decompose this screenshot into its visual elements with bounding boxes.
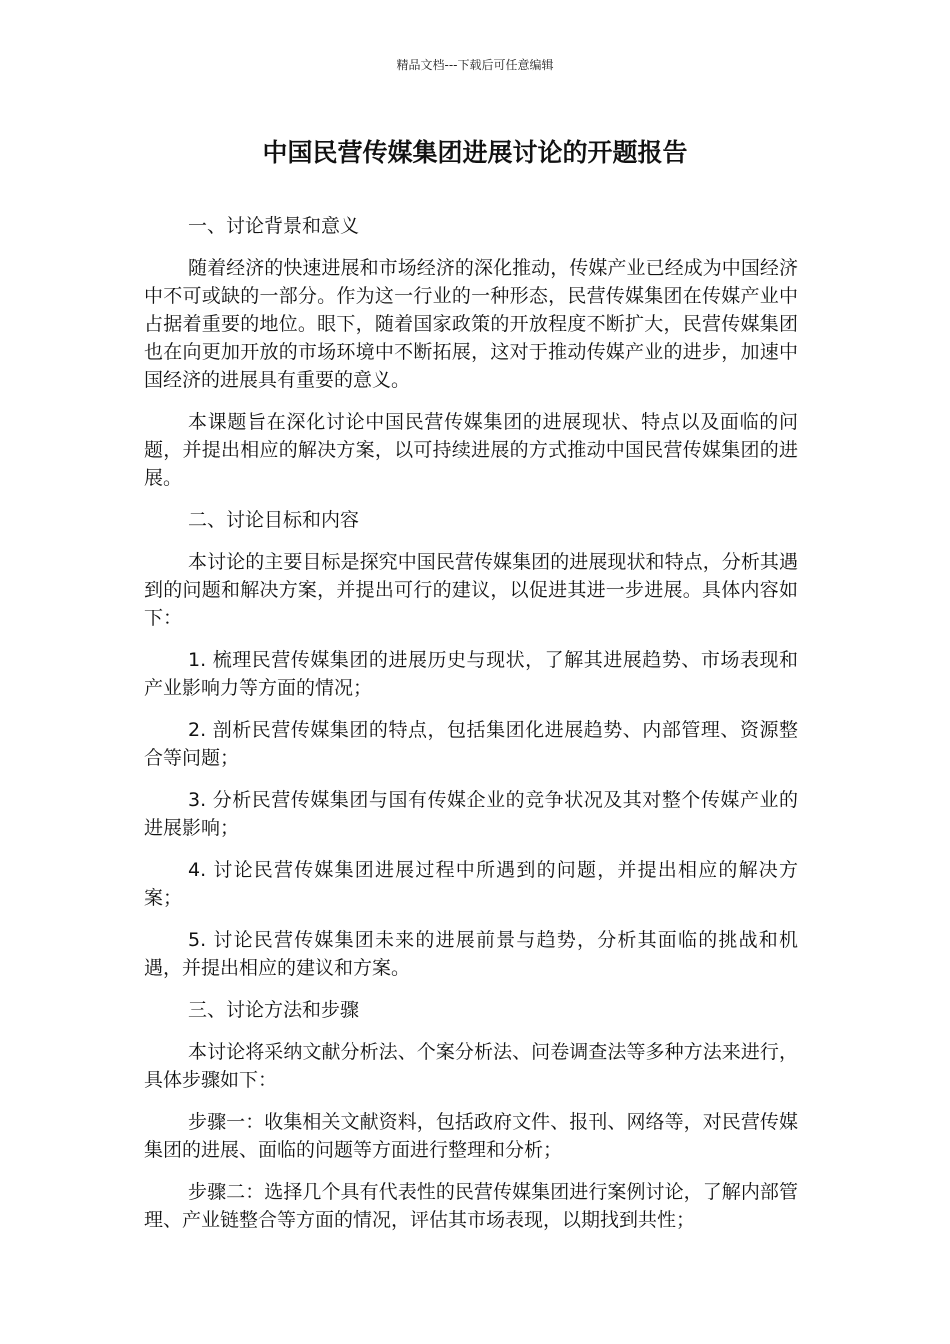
list-item: 5. 讨论民营传媒集团未来的进展前景与趋势，分析其面临的挑战和机遇，并提出相应的建议和方案。 (144, 929, 798, 979)
page-header: 精品文档---下载后可任意编辑 (396, 58, 554, 72)
paragraph: 本讨论的主要目标是探究中国民营传媒集团的进展现状和特点，分析其遇到的问题和解决方案，并提出可行的建议，以促进其进一步进展。具体内容如下： (144, 551, 798, 629)
paragraph: 本讨论将采纳文献分析法、个案分析法、问卷调查法等多种方法来进行，具体步骤如下： (144, 1041, 798, 1091)
section-heading: 三、讨论方法和步骤 (188, 999, 360, 1021)
list-item: 4. 讨论民营传媒集团进展过程中所遇到的问题，并提出相应的解决方案； (144, 859, 798, 909)
paragraph: 本课题旨在深化讨论中国民营传媒集团的进展现状、特点以及面临的问题，并提出相应的解决方案，以可持续进展的方式推动中国民营传媒集团的进展。 (144, 411, 798, 489)
section-heading: 一、讨论背景和意义 (188, 215, 360, 237)
list-item: 2. 剖析民营传媒集团的特点，包括集团化进展趋势、内部管理、资源整合等问题； (144, 719, 798, 769)
document-body (144, 212, 798, 1248)
step-item: 步骤一：收集相关文献资料，包括政府文件、报刊、网络等，对民营传媒集团的进展、面临的问题等方面进行整理和分析； (144, 1111, 798, 1161)
list-item: 3. 分析民营传媒集团与国有传媒企业的竞争状况及其对整个传媒产业的进展影响； (144, 789, 798, 839)
document-title: 中国民营传媒集团进展讨论的开题报告 (262, 138, 688, 167)
paragraph: 随着经济的快速进展和市场经济的深化推动，传媒产业已经成为中国经济中不可或缺的一部分。作为这一行业的一种形态，民营传媒集团在传媒产业中占据着重要的地位。眼下，随着国家政策的开放程度不断扩大，民营传媒集团也在向更加开放的市场环境中不断拓展，这对于推动传媒产业的进步，加速中国经济的进展具有重要的意义。 (144, 257, 798, 391)
step-item: 步骤二：选择几个具有代表性的民营传媒集团进行案例讨论，了解内部管理、产业链整合等方面的情况，评估其市场表现，以期找到共性； (144, 1181, 798, 1231)
section-heading: 二、讨论目标和内容 (188, 509, 360, 531)
list-item: 1. 梳理民营传媒集团的进展历史与现状，了解其进展趋势、市场表现和产业影响力等方面的情况； (144, 649, 798, 699)
